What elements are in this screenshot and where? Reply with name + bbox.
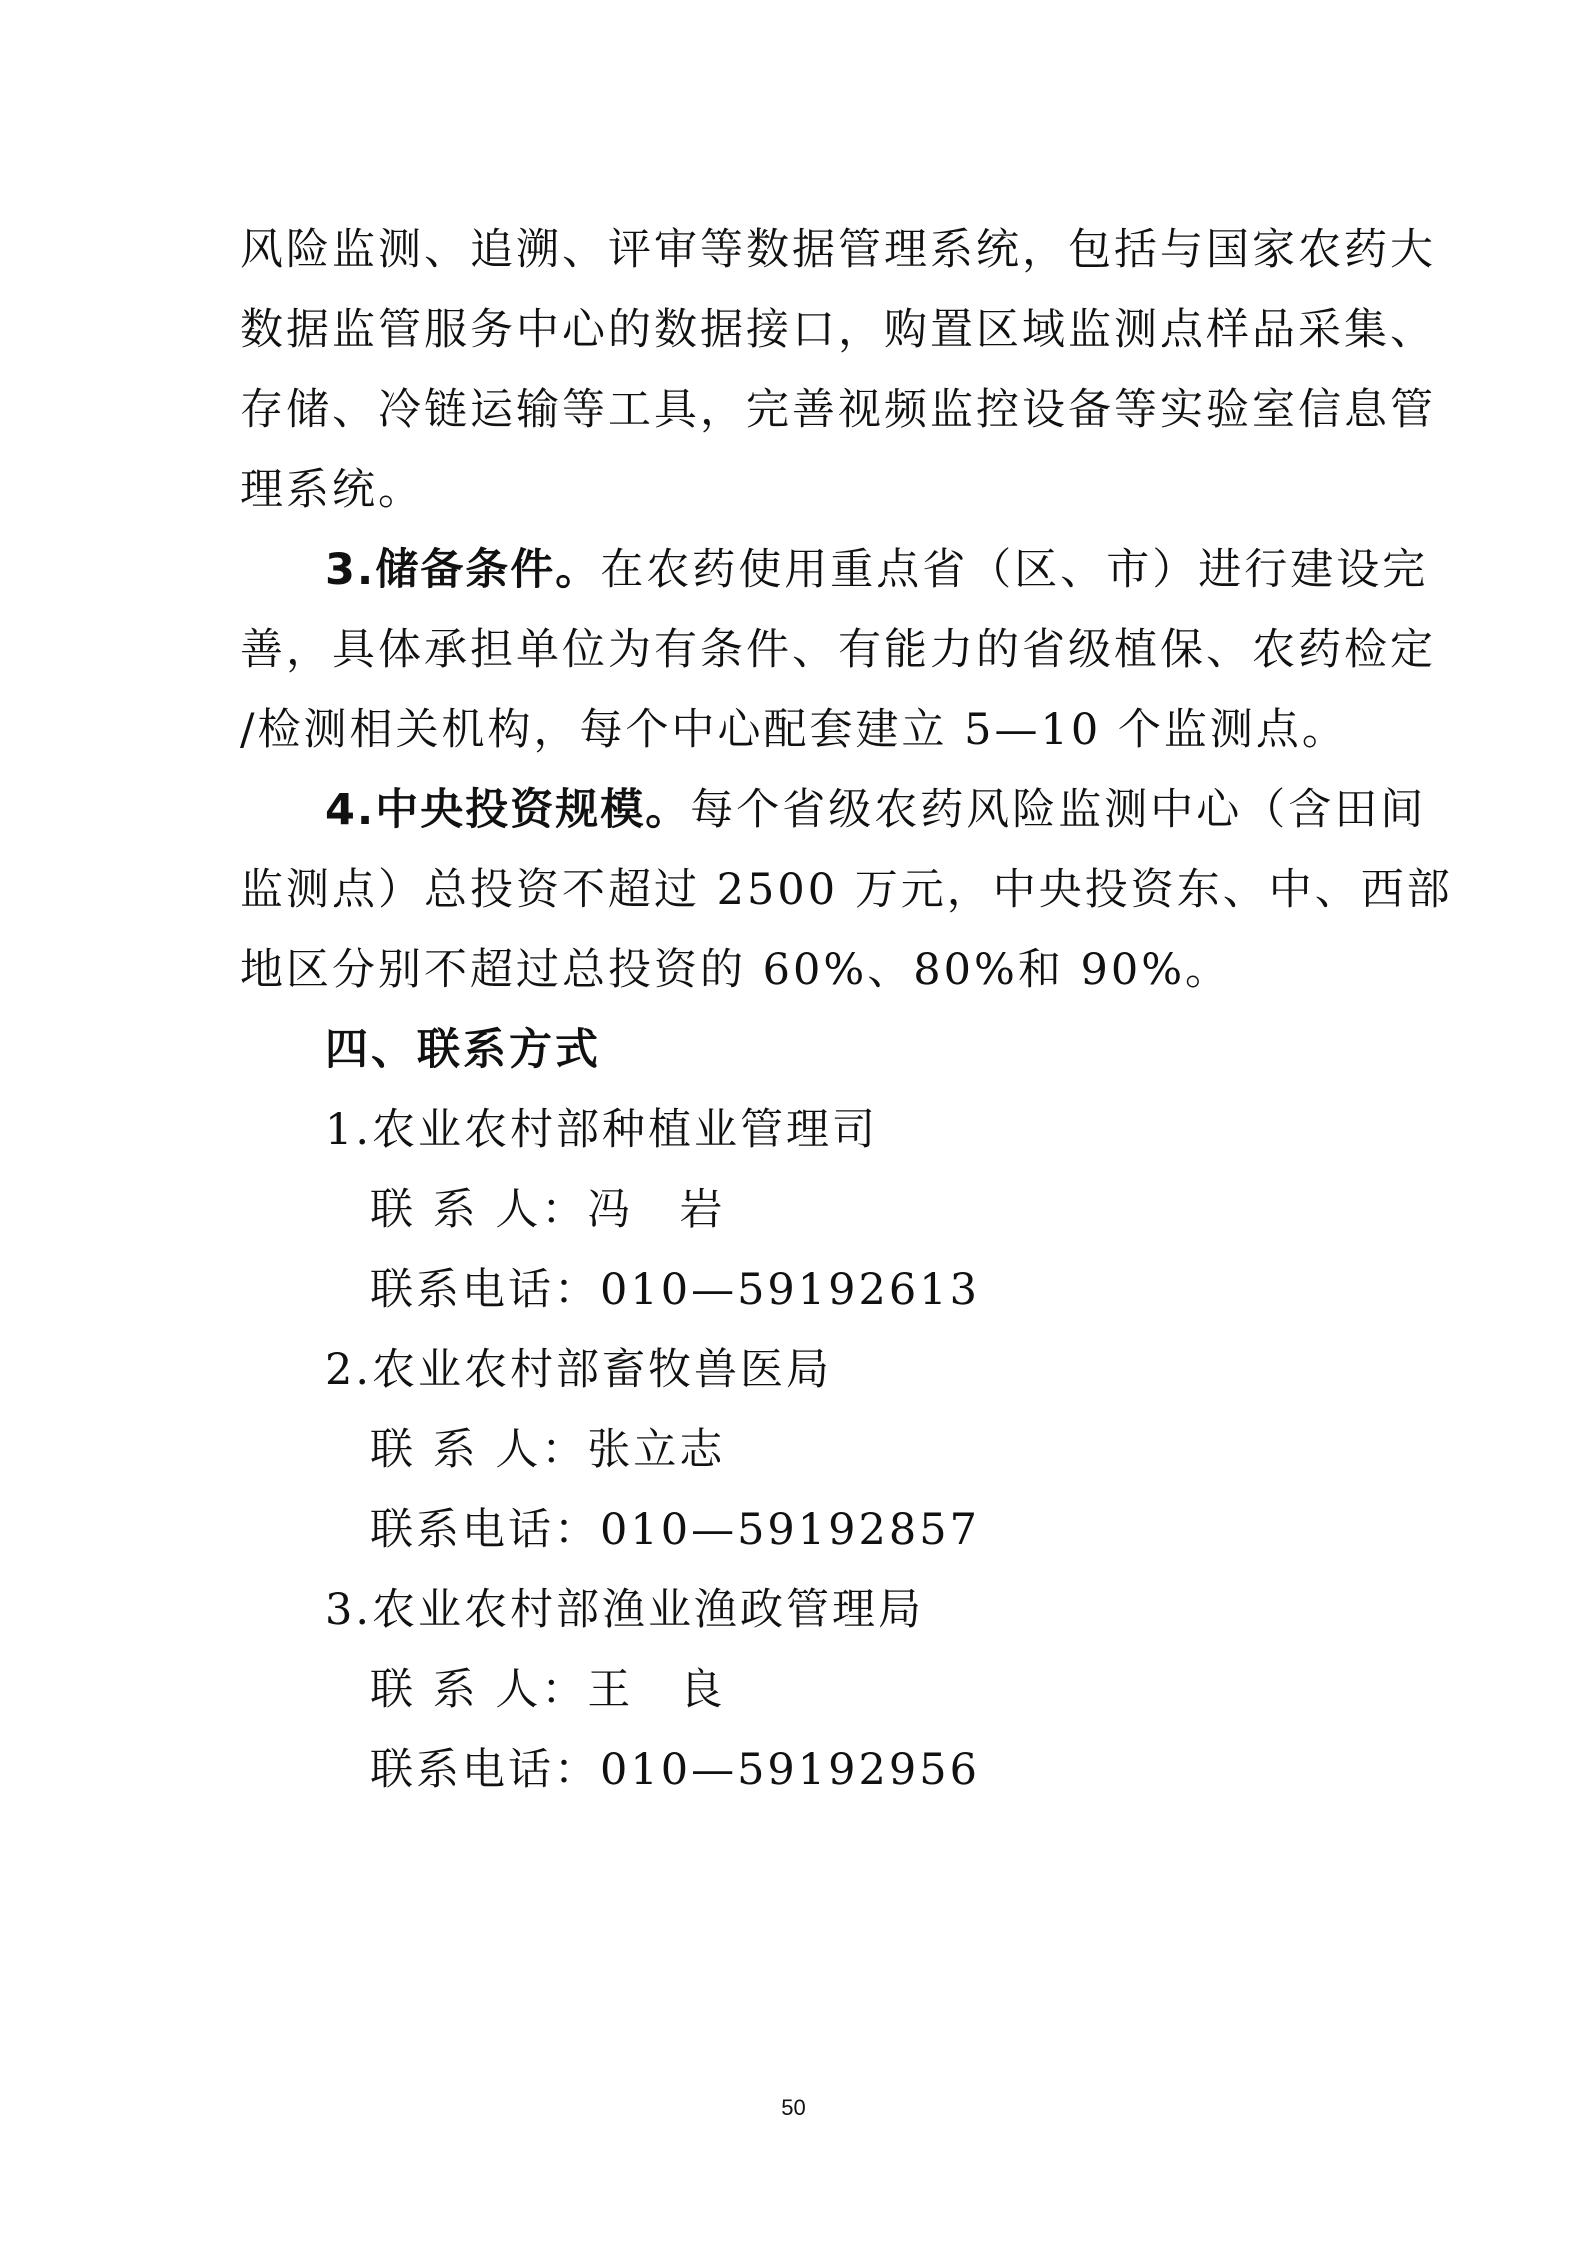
item-4-text: 每个省级农药风险监测中心（含田间 [690, 785, 1427, 835]
paragraph-line: 风险监测、追溯、评审等数据管理系统，包括与国家农药大 [240, 225, 1436, 275]
page-number: 50 [781, 2095, 806, 2120]
contact-person-line [370, 1180, 725, 1240]
contact-person: 张立志 [587, 1425, 726, 1475]
contact-person-line [370, 1660, 725, 1720]
item-3-label: 3.储备条件。 [325, 545, 601, 595]
contact-phone: 010—59192956 [600, 1745, 980, 1795]
section-heading: 四、联系方式 [325, 1025, 601, 1075]
item-3-text: 在农药使用重点省（区、市）进行建设完 [600, 545, 1429, 595]
paragraph-line: 监测点）总投资不超过 2500 万元，中央投资东、中、西部 [240, 865, 1453, 915]
contact-phone-line [370, 1260, 980, 1320]
contact-phone-label: 联系电话： [370, 1745, 600, 1795]
paragraph-line: 善，具体承担单位为有条件、有能力的省级植保、农药检定 [240, 625, 1436, 675]
contact-phone-line [370, 1740, 980, 1800]
contact-phone-line [370, 1500, 980, 1560]
paragraph-line: 存储、冷链运输等工具，完善视频监控设备等实验室信息管 [240, 385, 1436, 435]
contact-person: 冯 岩 [587, 1185, 726, 1235]
paragraph-line: 地区分别不超过总投资的 60%、80%和 90%。 [240, 945, 1232, 995]
item-3-first-line [325, 540, 1428, 600]
contact-phone: 010—59192857 [600, 1505, 980, 1555]
item-4-first-line [325, 780, 1426, 840]
item-4-label: 4.中央投资规模。 [325, 785, 691, 835]
contact-org: 3.农业农村部渔业渔政管理局 [325, 1585, 925, 1635]
paragraph-line: 理系统。 [240, 465, 424, 515]
contact-person: 王 良 [587, 1665, 726, 1715]
contact-person-label: 联 系 人： [370, 1665, 588, 1715]
contact-phone-label: 联系电话： [370, 1265, 600, 1315]
contact-org: 2.农业农村部畜牧兽医局 [325, 1345, 833, 1395]
contact-org: 1.农业农村部种植业管理司 [325, 1105, 879, 1155]
contact-person-label: 联 系 人： [370, 1185, 588, 1235]
paragraph-line: 数据监管服务中心的数据接口，购置区域监测点样品采集、 [240, 305, 1436, 355]
paragraph-line: /检测相关机构，每个中心配套建立 5—10 个监测点。 [240, 705, 1348, 755]
contact-phone: 010—59192613 [600, 1265, 980, 1315]
contact-phone-label: 联系电话： [370, 1505, 600, 1555]
contact-person-label: 联 系 人： [370, 1425, 588, 1475]
contact-person-line [370, 1420, 725, 1480]
